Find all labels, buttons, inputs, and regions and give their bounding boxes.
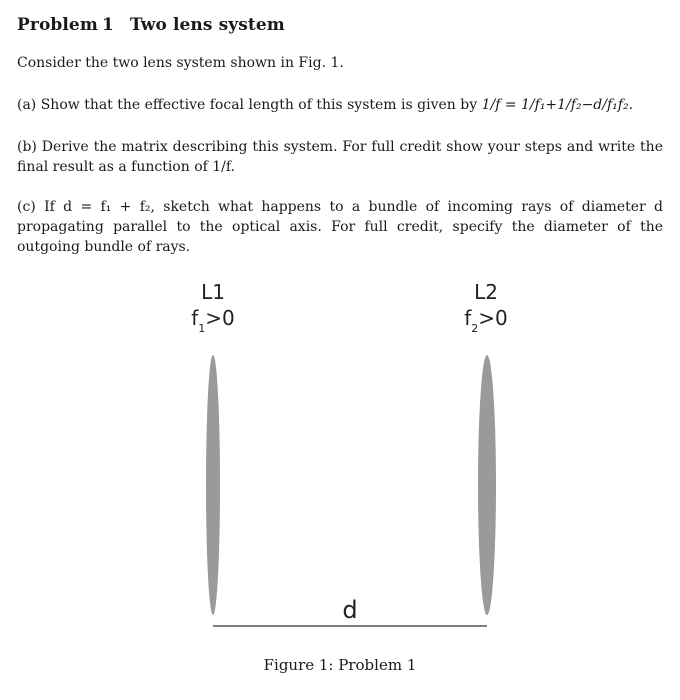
lens-1-focal — [173, 305, 253, 342]
part-a-text: (a) Show that the effective focal length of this system is given by — [17, 97, 478, 113]
lens-2 — [478, 355, 496, 615]
lens-1-focal-base: f — [191, 306, 199, 330]
figure-caption: Figure 1: Problem 1 — [263, 656, 417, 674]
lens-2-focal-cond: >0 — [478, 306, 508, 330]
lens-2-label — [446, 279, 526, 342]
intro-paragraph: Consider the two lens system shown in Fig. 1. — [17, 55, 344, 71]
separation-label: d — [342, 596, 358, 624]
part-c-paragraph: (c) If d = f₁ + f₂, sketch what happens to a bundle of incoming rays of diameter d propagating parallel to the optical axis. For full credit, specify the diameter of the outgoing bundle of rays. — [17, 199, 663, 255]
part-a-formula: 1/f = 1/f₁+1/f₂−d/f₁f₂. — [481, 97, 634, 113]
problem-title: Two lens system — [129, 15, 285, 35]
lens-2-focal-base: f — [464, 306, 472, 330]
lens-1-focal-cond: >0 — [205, 306, 235, 330]
lens-2-name: L2 — [474, 280, 498, 304]
part-b-paragraph: (b) Derive the matrix describing this system. For full credit show your steps and write the final result as a function of 1/f. — [17, 139, 663, 175]
lens-1-label — [173, 279, 253, 342]
problem-label: Problem — [17, 15, 98, 35]
lens-1 — [206, 355, 220, 615]
lens-2-focal-sub: 2 — [471, 322, 479, 335]
lens-2-focal — [446, 305, 526, 342]
lens-1-name: L1 — [201, 280, 225, 304]
problem-number: 1 — [101, 15, 114, 35]
lens-1-focal-sub: 1 — [198, 322, 206, 335]
